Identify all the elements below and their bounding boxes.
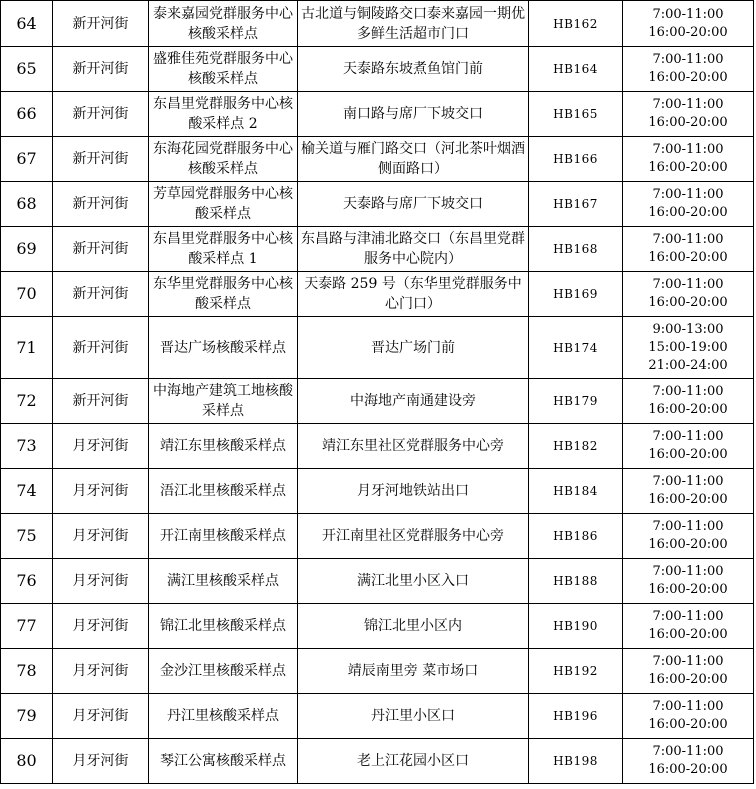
sampling-hours — [623, 469, 754, 514]
site-name: 东昌里党群服务中心核酸采样点 2 — [149, 92, 298, 137]
time-slot: 16:00-20:00 — [648, 250, 728, 265]
sampling-hours — [623, 92, 754, 137]
time-slot: 7:00-11:00 — [652, 142, 724, 157]
row-number: 67 — [1, 137, 53, 182]
row-number: 70 — [1, 272, 53, 317]
time-slot: 7:00-11:00 — [652, 384, 724, 399]
site-address: 天泰路与席厂下坡交口 — [298, 182, 529, 227]
time-slot: 7:00-11:00 — [652, 52, 724, 67]
time-slot: 16:00-20:00 — [648, 762, 728, 777]
street-name: 新开河街 — [53, 137, 149, 182]
street-name: 月牙河街 — [53, 469, 149, 514]
time-slot: 7:00-11:00 — [652, 744, 724, 759]
table-row — [1, 424, 754, 469]
table-body — [1, 1, 754, 784]
table-row — [1, 317, 754, 379]
site-address: 月牙河地铁站出口 — [298, 469, 529, 514]
site-address: 天泰路 259 号（东华里党群服务中心门口） — [298, 272, 529, 317]
time-slot: 16:00-20:00 — [648, 672, 728, 687]
street-name: 月牙河街 — [53, 649, 149, 694]
row-number: 74 — [1, 469, 53, 514]
time-slot: 7:00-11:00 — [652, 232, 724, 247]
site-address: 东昌路与津浦北路交口（东昌里党群服务中心院内） — [298, 227, 529, 272]
site-name: 芳草园党群服务中心核酸采样点 — [149, 182, 298, 227]
row-number: 73 — [1, 424, 53, 469]
site-code: HB190 — [529, 604, 623, 649]
table-row — [1, 379, 754, 424]
sampling-hours — [623, 514, 754, 559]
time-slot: 7:00-11:00 — [652, 277, 724, 292]
time-slot: 16:00-20:00 — [648, 295, 728, 310]
site-code: HB174 — [529, 317, 623, 379]
time-slot: 21:00-24:00 — [648, 357, 728, 373]
site-code: HB198 — [529, 739, 623, 784]
sampling-hours — [623, 182, 754, 227]
time-slot: 16:00-20:00 — [648, 160, 728, 175]
site-address: 丹江里小区口 — [298, 694, 529, 739]
site-address: 榆关道与雁门路交口（河北茶叶烟酒侧面路口） — [298, 137, 529, 182]
street-name: 新开河街 — [53, 1, 149, 47]
row-number: 75 — [1, 514, 53, 559]
time-slot: 16:00-20:00 — [648, 115, 728, 130]
row-number: 68 — [1, 182, 53, 227]
row-number: 69 — [1, 227, 53, 272]
site-name: 金沙江里核酸采样点 — [149, 649, 298, 694]
site-code: HB184 — [529, 469, 623, 514]
site-address: 天泰路东坡煮鱼馆门前 — [298, 47, 529, 92]
time-slot: 7:00-11:00 — [652, 519, 724, 534]
table-row — [1, 469, 754, 514]
site-name: 泰来嘉园党群服务中心核酸采样点 — [149, 1, 298, 47]
sampling-hours — [623, 1, 754, 47]
site-address: 南口路与席厂下坡交口 — [298, 92, 529, 137]
site-code: HB186 — [529, 514, 623, 559]
time-slot: 15:00-19:00 — [648, 339, 728, 355]
time-slot: 7:00-11:00 — [652, 609, 724, 624]
site-code: HB169 — [529, 272, 623, 317]
time-slot: 16:00-20:00 — [648, 447, 728, 462]
table-row — [1, 739, 754, 784]
street-name: 新开河街 — [53, 317, 149, 379]
street-name: 月牙河街 — [53, 604, 149, 649]
site-address: 古北道与铜陵路交口泰来嘉园一期优多鲜生活超市门口 — [298, 1, 529, 47]
sampling-hours — [623, 47, 754, 92]
table-row — [1, 649, 754, 694]
site-name: 开江南里核酸采样点 — [149, 514, 298, 559]
time-slot: 16:00-20:00 — [648, 537, 728, 552]
sampling-hours — [623, 379, 754, 424]
table-row — [1, 47, 754, 92]
row-number: 76 — [1, 559, 53, 604]
time-slot: 7:00-11:00 — [652, 429, 724, 444]
row-number: 65 — [1, 47, 53, 92]
street-name: 新开河街 — [53, 272, 149, 317]
time-slot: 7:00-11:00 — [652, 654, 724, 669]
table-row — [1, 1, 754, 47]
site-name: 晋达广场核酸采样点 — [149, 317, 298, 379]
site-name: 丹江里核酸采样点 — [149, 694, 298, 739]
street-name: 月牙河街 — [53, 424, 149, 469]
site-address: 靖江东里社区党群服务中心旁 — [298, 424, 529, 469]
row-number: 77 — [1, 604, 53, 649]
sampling-hours — [623, 559, 754, 604]
sampling-hours — [623, 272, 754, 317]
site-name: 东昌里党群服务中心核酸采样点 1 — [149, 227, 298, 272]
site-code: HB182 — [529, 424, 623, 469]
site-name: 满江里核酸采样点 — [149, 559, 298, 604]
street-name: 月牙河街 — [53, 739, 149, 784]
row-number: 78 — [1, 649, 53, 694]
time-slot: 7:00-11:00 — [652, 97, 724, 112]
site-address: 靖辰南里旁 菜市场口 — [298, 649, 529, 694]
site-code: HB192 — [529, 649, 623, 694]
sampling-hours — [623, 694, 754, 739]
site-code: HB162 — [529, 1, 623, 47]
site-code: HB165 — [529, 92, 623, 137]
sampling-hours — [623, 317, 754, 379]
time-slot: 16:00-20:00 — [648, 402, 728, 417]
time-slot: 16:00-20:00 — [648, 205, 728, 220]
sampling-hours — [623, 424, 754, 469]
time-slot: 7:00-11:00 — [652, 474, 724, 489]
row-number: 79 — [1, 694, 53, 739]
street-name: 新开河街 — [53, 182, 149, 227]
street-name: 月牙河街 — [53, 514, 149, 559]
sampling-hours — [623, 604, 754, 649]
table-row — [1, 92, 754, 137]
site-address: 满江北里小区入口 — [298, 559, 529, 604]
table-row — [1, 694, 754, 739]
row-number: 64 — [1, 1, 53, 47]
site-code: HB166 — [529, 137, 623, 182]
row-number: 80 — [1, 739, 53, 784]
site-address: 锦江北里小区内 — [298, 604, 529, 649]
table-row — [1, 137, 754, 182]
time-slot: 9:00-13:00 — [652, 321, 724, 337]
site-name: 锦江北里核酸采样点 — [149, 604, 298, 649]
time-slot: 7:00-11:00 — [652, 564, 724, 579]
table-row — [1, 514, 754, 559]
site-code: HB196 — [529, 694, 623, 739]
sampling-hours — [623, 649, 754, 694]
site-address: 中海地产南通建设旁 — [298, 379, 529, 424]
time-slot: 7:00-11:00 — [652, 699, 724, 714]
site-address: 晋达广场门前 — [298, 317, 529, 379]
street-name: 月牙河街 — [53, 559, 149, 604]
table-row — [1, 272, 754, 317]
site-address: 开江南里社区党群服务中心旁 — [298, 514, 529, 559]
table-row — [1, 559, 754, 604]
table-row — [1, 604, 754, 649]
table-row — [1, 182, 754, 227]
time-slot: 16:00-20:00 — [648, 70, 728, 85]
time-slot: 16:00-20:00 — [648, 627, 728, 642]
time-slot: 16:00-20:00 — [648, 717, 728, 732]
street-name: 新开河街 — [53, 47, 149, 92]
street-name: 新开河街 — [53, 227, 149, 272]
site-name: 琴江公寓核酸采样点 — [149, 739, 298, 784]
time-slot: 16:00-20:00 — [648, 582, 728, 597]
table-row — [1, 227, 754, 272]
site-code: HB168 — [529, 227, 623, 272]
site-code: HB164 — [529, 47, 623, 92]
row-number: 66 — [1, 92, 53, 137]
street-name: 新开河街 — [53, 379, 149, 424]
time-slot: 16:00-20:00 — [648, 24, 728, 40]
site-code: HB179 — [529, 379, 623, 424]
site-code: HB188 — [529, 559, 623, 604]
site-name: 浯江北里核酸采样点 — [149, 469, 298, 514]
row-number: 72 — [1, 379, 53, 424]
sampling-hours — [623, 137, 754, 182]
time-slot: 7:00-11:00 — [652, 6, 724, 22]
site-name: 盛雅佳苑党群服务中心核酸采样点 — [149, 47, 298, 92]
site-code: HB167 — [529, 182, 623, 227]
row-number: 71 — [1, 317, 53, 379]
site-name: 东华里党群服务中心核酸采样点 — [149, 272, 298, 317]
site-name: 东海花园党群服务中心核酸采样点 — [149, 137, 298, 182]
street-name: 新开河街 — [53, 92, 149, 137]
sampling-hours — [623, 739, 754, 784]
site-address: 老上江花园小区口 — [298, 739, 529, 784]
time-slot: 16:00-20:00 — [648, 492, 728, 507]
time-slot: 7:00-11:00 — [652, 187, 724, 202]
street-name: 月牙河街 — [53, 694, 149, 739]
site-name: 中海地产建筑工地核酸采样点 — [149, 379, 298, 424]
sampling-hours — [623, 227, 754, 272]
site-name: 靖江东里核酸采样点 — [149, 424, 298, 469]
